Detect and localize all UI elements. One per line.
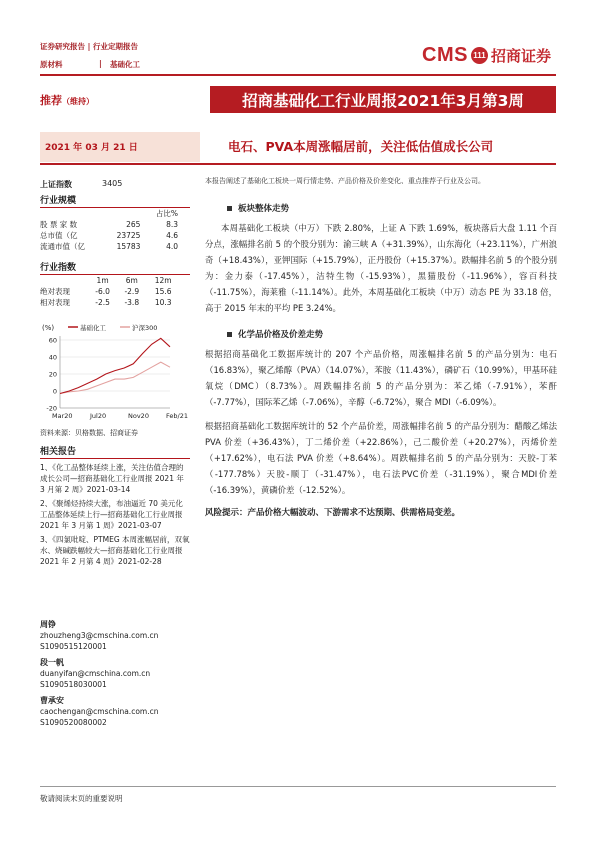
author-block: 段一帆 duanyifan@cmschina.com.cn S1090518030001 [40, 657, 190, 690]
index-value: 3405 [102, 179, 123, 188]
footer-note: 敬请阅读末页的重要说明 [40, 794, 123, 803]
x-tick-label: Mar20 [52, 412, 73, 420]
scale-col-header: 占比% [155, 209, 178, 218]
table-row: 流通市值（亿 15783 4.0 [40, 242, 178, 251]
author-block: 周铮 zhouzheng3@cmschina.com.cn S1090515120001 [40, 619, 190, 652]
main-content [205, 176, 557, 518]
scale-title: 行业规模 [40, 196, 77, 206]
index-chart [40, 320, 190, 425]
logo-mark-icon: 111 [471, 47, 488, 64]
table-row: 股 票 家 数 265 8.3 [40, 220, 178, 229]
sector-label-2: 基础化工 [110, 60, 140, 69]
report-title: 招商基础化工行业周报2021年3月第3周 [242, 91, 524, 110]
x-tick-label: Nov20 [128, 412, 149, 420]
related-title: 相关报告 [40, 447, 77, 457]
table-row: 相对表现 -2.5 -3.8 10.3 [40, 298, 172, 307]
risk-warning: 风险提示：产品价格大幅波动、下游需求不达预期、供需格局变差。 [205, 508, 461, 518]
header-rule [40, 74, 556, 76]
author-id: S1090518030001 [40, 680, 107, 689]
scale-table [40, 208, 178, 252]
x-tick-label: Feb/21 [166, 412, 188, 420]
author-block: 曹承安 caochengan@cmschina.com.cn S1090520080002 [40, 695, 190, 728]
table-row: 绝对表现 -6.0 -2.9 15.6 [40, 287, 172, 296]
y-tick-label: 0 [52, 387, 57, 396]
related-reports [40, 444, 190, 567]
square-bullet-icon [227, 332, 232, 337]
company-logo [422, 44, 551, 67]
intro-text: 本报告阐述了基础化工板块一周行情走势、产品价格及价差变化、重点推荐子行业及公司。 [205, 177, 485, 185]
x-tick-label: Jul20 [90, 412, 107, 420]
y-tick-label: 20 [48, 370, 57, 379]
list-item: 3、《四氯吡啶、PTMEG 本周涨幅居前，双氧水、烧碱跌幅较大—招商基础化工行业周报 2021 年 2 月第 4 周》2021-02-28 [40, 535, 190, 566]
section-paragraph: 根据招商基础化工数据库统计的 207 个产品价格，周涨幅排名前 5 的产品分别为：电石（16.83%），聚乙烯醇（PVA）（14.07%），苯胺（11.43%），磷矿石（10.99%），甲基环硅氧烷（DMC）（8.73%）。周跌幅排名前 5 的产品分别为：苯乙烯（-7.91%），苯酐（-7.77%），国际苯乙烯（-7.06%），辛醇（-6.72%），聚合 MDI（-6.09%）。 [205, 349, 557, 407]
perf-title: 行业指数 [40, 263, 77, 273]
table-row: 总市值（亿 23725 4.6 [40, 231, 178, 240]
sector-label-1: 原材料 [40, 60, 63, 69]
chart-source: 资料来源：贝格数据、招商证券 [40, 429, 138, 437]
rating-sub: （维持） [62, 97, 94, 106]
related-rule [40, 458, 190, 459]
section-paragraph: 根据招商基础化工数据库统计的 52 个产品价差，周涨幅排名前 5 的产品分别为：醋酸乙烯法 PVA 价差（+36.43%），丁二烯价差（+22.86%），己二酸价差（+20.27%），丙烯价差（+17.62%），电石法 PVA 价差（+8.64%）。周跌幅排名前 5 的产品分别为：天胶-丁苯（-177.78%）天胶-顺丁（-31.47%），电石法PVC价差（-31.19%），聚合MDI价差（-16.39%），黄磷价差（-12.52%）。 [205, 421, 557, 495]
author-email[interactable]: caochengan@cmschina.com.cn [40, 707, 159, 716]
report-title-band [210, 86, 556, 113]
title-rule [40, 163, 556, 165]
author-id: S1090520080002 [40, 718, 107, 727]
rating [40, 92, 94, 108]
sector-separator: | [99, 59, 102, 68]
logo-cms-text: CMS [422, 44, 468, 66]
legend-label: 沪深300 [132, 324, 158, 332]
section-paragraph: 本周基础化工板块（中万）下跌 2.80%，上证 A 下跌 1.69%，板块落后大盘 1.11 个百分点，涨幅排名前 5 的个股分别为：渝三峡 A（+31.39%），山东海化（+23.11%），广州浪奇（+18.43%），亚钾国际（+15.79%），正丹股份（+15.37%）。跌幅排名前 5 的个股分别为：金力泰（-17.45%），洁特生物（-15.93%），黑猫股份（-11.96%），容百科技（-11.75%），海莱雅（-11.14%）。此外，本周基础化工板块（中万）动态 PE 为 33.18 倍，高于 2015 年末的平均 PE 3.24%。 [205, 223, 557, 313]
author-email[interactable]: zhouzheng3@cmschina.com.cn [40, 631, 159, 640]
logo-cn-text: 招商证券 [490, 47, 551, 65]
index-label: 上证指数 [40, 180, 72, 189]
y-tick-label: 40 [48, 353, 57, 362]
list-item: 1、《化工品整体延续上涨，关注估值合理的成长公司—招商基础化工行业周报 2021 年 3 月第 2 周》2021-03-14 [40, 463, 184, 494]
footer-rule [40, 786, 556, 787]
y-tick-label: 60 [48, 336, 57, 345]
headline: 电石、PVA本周涨幅居前，关注低估值成长公司 [228, 139, 494, 154]
perf-table: 1m 6m 12m 绝对表现 -6.0 -2.9 15.6 相对表现 -2.5 -3.8 10.3 [40, 275, 180, 308]
left-column [40, 179, 190, 308]
section-heading: 板块整体走势 [227, 202, 557, 214]
rating-main: 推荐 [40, 94, 62, 107]
list-item: 2、《聚烯烃持续大涨，布油逼近 70 美元化工品整体延续上行—招商基础化工行业周报 2021 年 3 月第 1 周》2021-03-07 [40, 499, 183, 530]
y-tick-label: -20 [46, 404, 57, 413]
author-id: S1090515120001 [40, 642, 107, 651]
section-heading: 化学品价格及价差走势 [227, 328, 557, 340]
report-type-label: 证券研究报告 | 行业定期报告 [40, 42, 138, 51]
author-email[interactable]: duanyifan@cmschina.com.cn [40, 669, 151, 678]
legend-label: 基础化工 [80, 324, 106, 332]
report-date: 2021 年 03 月 21 日 [45, 143, 138, 153]
y-axis-label: (%) [42, 324, 55, 332]
authors [40, 619, 190, 728]
square-bullet-icon [227, 206, 232, 211]
